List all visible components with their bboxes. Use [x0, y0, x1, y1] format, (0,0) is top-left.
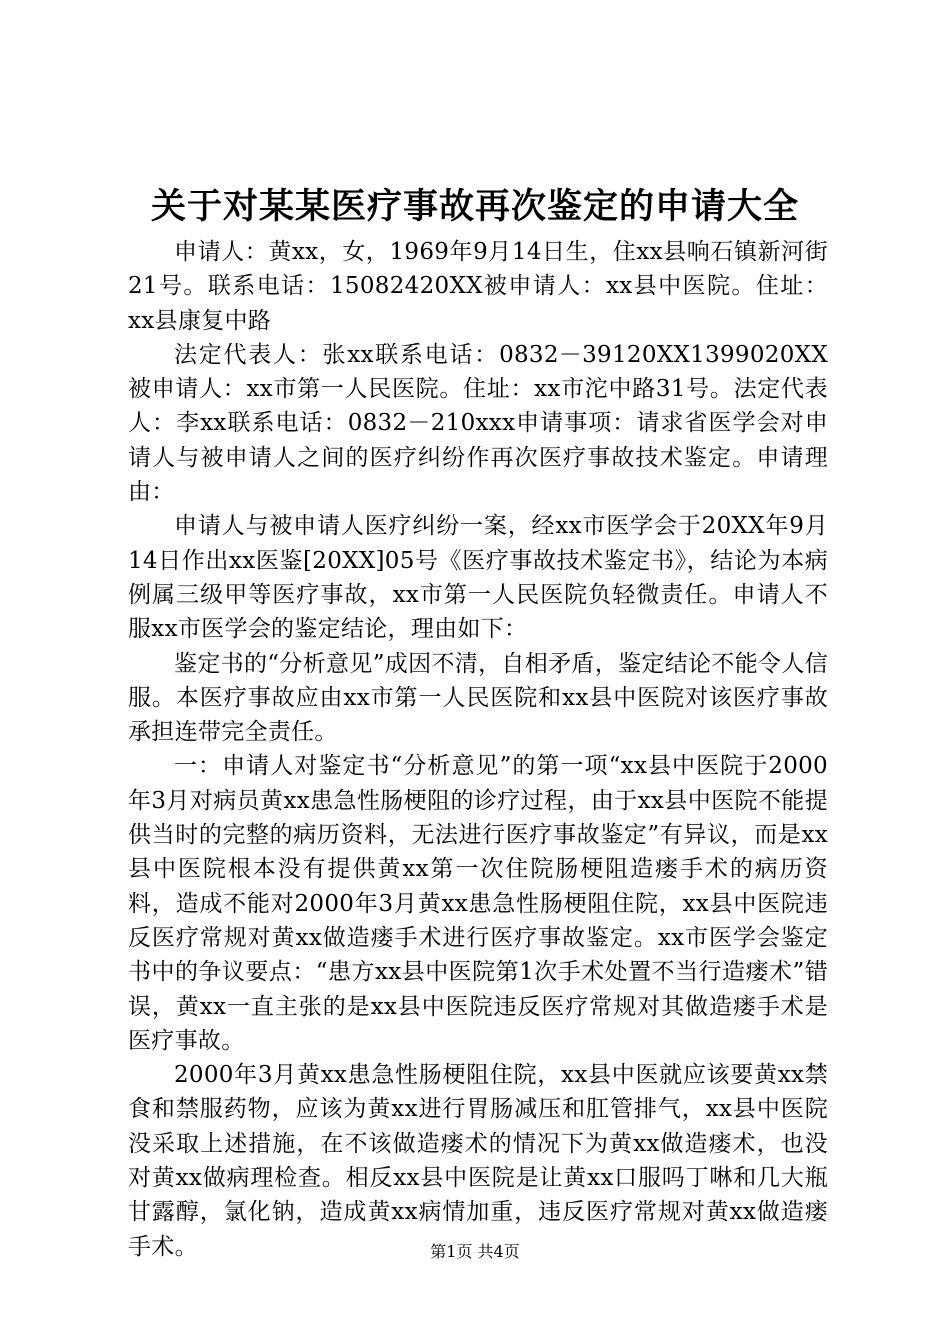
paragraph-objection-summary: 鉴定书的“分析意见”成因不清，自相矛盾，鉴定结论不能令人信服。本医疗事故应由xx市第一人民医院和xx县中医院对该医疗事故承担连带完全责任。	[128, 650, 828, 746]
paragraph-legal-representative: 法定代表人：张xx联系电话：0832－39120XX1399020XX被申请人：xx市第一人民医院。住址：xx市沱中路31号。法定代表人：李xx联系电话：0832－210xxx申请事项：请求省医学会对申请人与被申请人之间的医疗纠纷作再次医疗事故技术鉴定。申请理由：	[128, 341, 828, 506]
paragraph-treatment-details: 2000年3月黄xx患急性肠梗阻住院，xx县中医就应该要黄xx禁食和禁服药物，应该为黄xx进行胃肠减压和肛管排气，xx县中医院没采取上述措施，在不该做造瘘术的情况下为黄xx做造瘘术，也没对黄xx做病理检查。相反xx县中医院是让黄xx口服吗丁啉和几大瓶甘露醇，氯化钠，造成黄xx病情加重，违反医疗常规对黄xx做造瘘手术。	[128, 1062, 828, 1260]
paragraph-applicant: 申请人：黄xx，女，1969年9月14日生，住xx县响石镇新河街21号。联系电话：15082420XX被申请人：xx县中医院。住址：xx县康复中路	[128, 239, 828, 334]
paragraph-objection-one: 一：申请人对鉴定书“分析意见”的第一项“xx县中医院于2000年3月对病员黄xx患急性肠梗阻的诊疗过程，由于xx县中医院不能提供当时的完整的病历资料，无法进行医疗事故鉴定”有异议，而是xx县中医院根本没有提供黄xx第一次住院肠梗阻造瘘手术的病历资料，造成不能对2000年3月黄xx患急性肠梗阻住院，xx县中医院违反医疗常规对黄xx做造瘘手术进行医疗事故鉴定。xx市医学会鉴定书中的争议要点：“患方xx县中医院第1次手术处置不当行造瘘术”错误，黄xx一直主张的是xx县中医院违反医疗常规对其做造瘘手术是医疗事故。	[128, 753, 828, 1054]
page-number-footer: 第1页 共4页	[430, 1242, 520, 1261]
document-title: 关于对某某医疗事故再次鉴定的申请大全	[150, 186, 799, 227]
document-body	[128, 235, 828, 1264]
paragraph-case-background: 申请人与被申请人医疗纠纷一案，经xx市医学会于20XX年9月14日作出xx医鉴[20XX]05号《医疗事故技术鉴定书》，结论为本病例属三级甲等医疗事故，xx市第一人民医院负轻微责任。申请人不服xx市医学会的鉴定结论，理由如下：	[128, 513, 828, 643]
